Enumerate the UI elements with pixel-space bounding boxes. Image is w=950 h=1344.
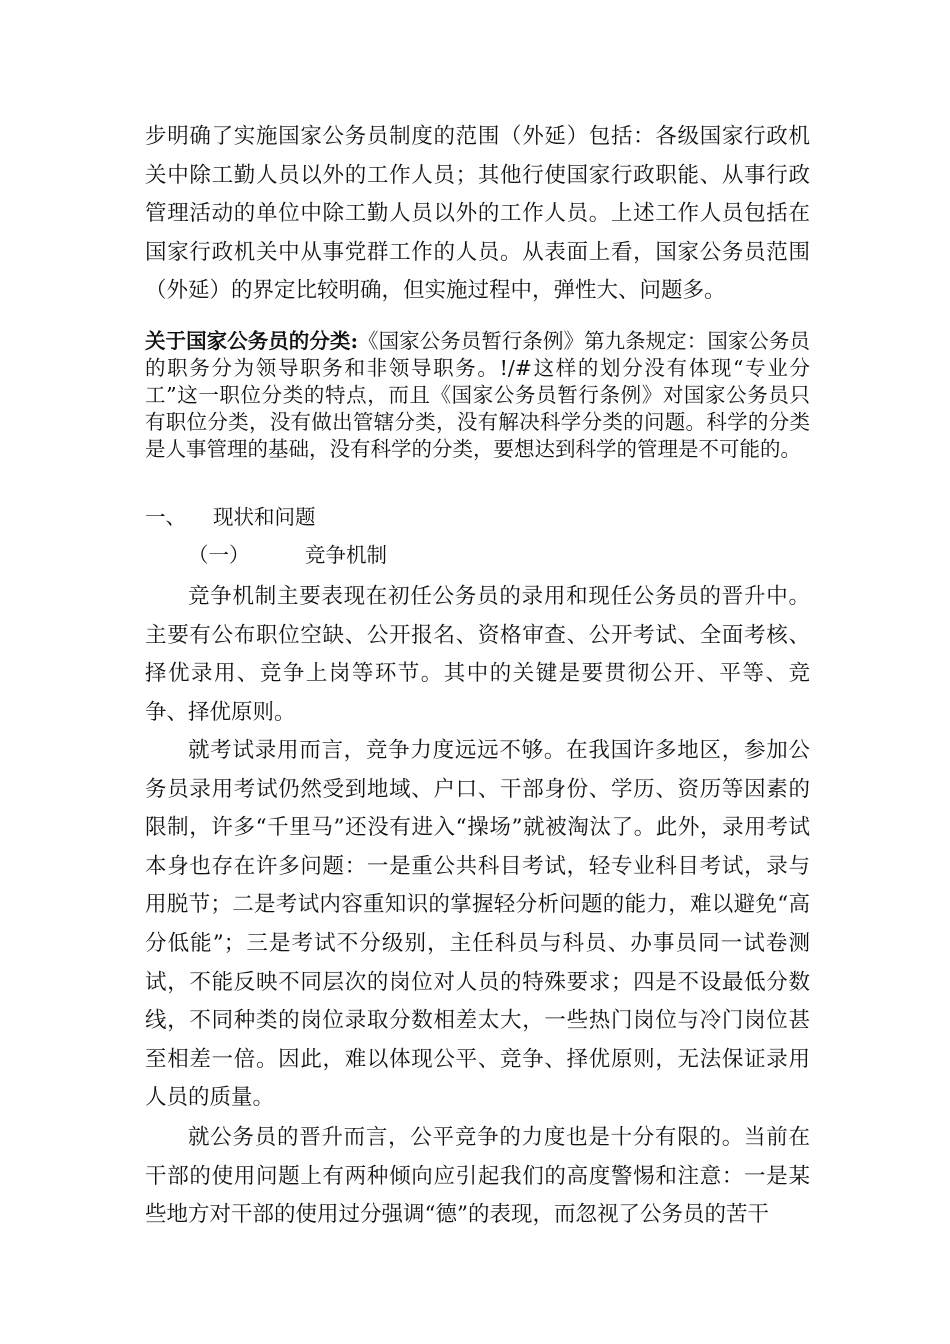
promotion-paragraph: 就公务员的晋升而言，公平竞争的力度也是十分有限的。当前在干部的使用问题上有两种倾向应引起我们的高度警惕和注意：一是某些地方对干部的使用过分强调“德”的表现，而忽视了公务员的苦干 [145,1125,810,1228]
competition-paragraph: 竞争机制主要表现在初任公务员的录用和现任公务员的晋升中。主要有公布职位空缺、公开报名、资格审查、公开考试、全面考核、择优录用、竞争上岗等环节。其中的关键是要贯彻公开、平等、竞争、择优原则。 [145,584,810,725]
subsection-title: 竞争机制 [305,543,387,567]
intro-paragraph: 步明确了实施国家公务员制度的范围（外延）包括：各级国家行政机关中除工勤人员以外的工作人员；其他行使国家行政职能、从事行政管理活动的单位中除工勤人员以外的工作人员。上述工作人员包括在国家行政机关中从事党群工作的人员。从表面上看，国家公务员范围（外延）的界定比较明确，但实施过程中，弹性大、问题多。 [145,124,810,304]
section-number: 一、 [145,505,186,529]
subsection-number: （一） [188,543,250,567]
subsection-heading [188,541,387,569]
classification-lead: 关于国家公务员的分类: [145,329,359,353]
section-title: 现状和问题 [213,505,316,529]
section-heading [145,503,316,531]
classification-text: 《国家公务员暂行条例》第九条规定：国家公务员的职务分为领导职务和非领导职务。!/#这样的划分没有体现“专业分工”这一职位分类的特点，而且《国家公务员暂行条例》对国家公务员只有职位分类，没有做出管辖分类，没有解决科学分类的问题。科学的分类是人事管理的基础，没有科学的分类，要想达到科学的管理是不可能的。 [145,329,810,461]
exam-recruitment-paragraph: 就考试录用而言，竞争力度远远不够。在我国许多地区，参加公务员录用考试仍然受到地域、户口、干部身份、学历、资历等因素的限制，许多“千里马”还没有进入“操场”就被淘汰了。此外，录用考试本身也存在许多问题：一是重公共科目考试，轻专业科目考试，录与用脱节；二是考试内容重知识的掌握轻分析问题的能力，难以避免“高分低能”；三是考试不分级别，主任科员与科员、办事员同一试卷测试，不能反映不同层次的岗位对人员的特殊要求；四是不设最低分数线，不同种类的岗位录取分数相差太大，一些热门岗位与冷门岗位甚至相差一倍。因此，难以体现公平、竞争、择优原则，无法保证录用人员的质量。 [145,738,810,1111]
classification-paragraph [145,328,810,463]
